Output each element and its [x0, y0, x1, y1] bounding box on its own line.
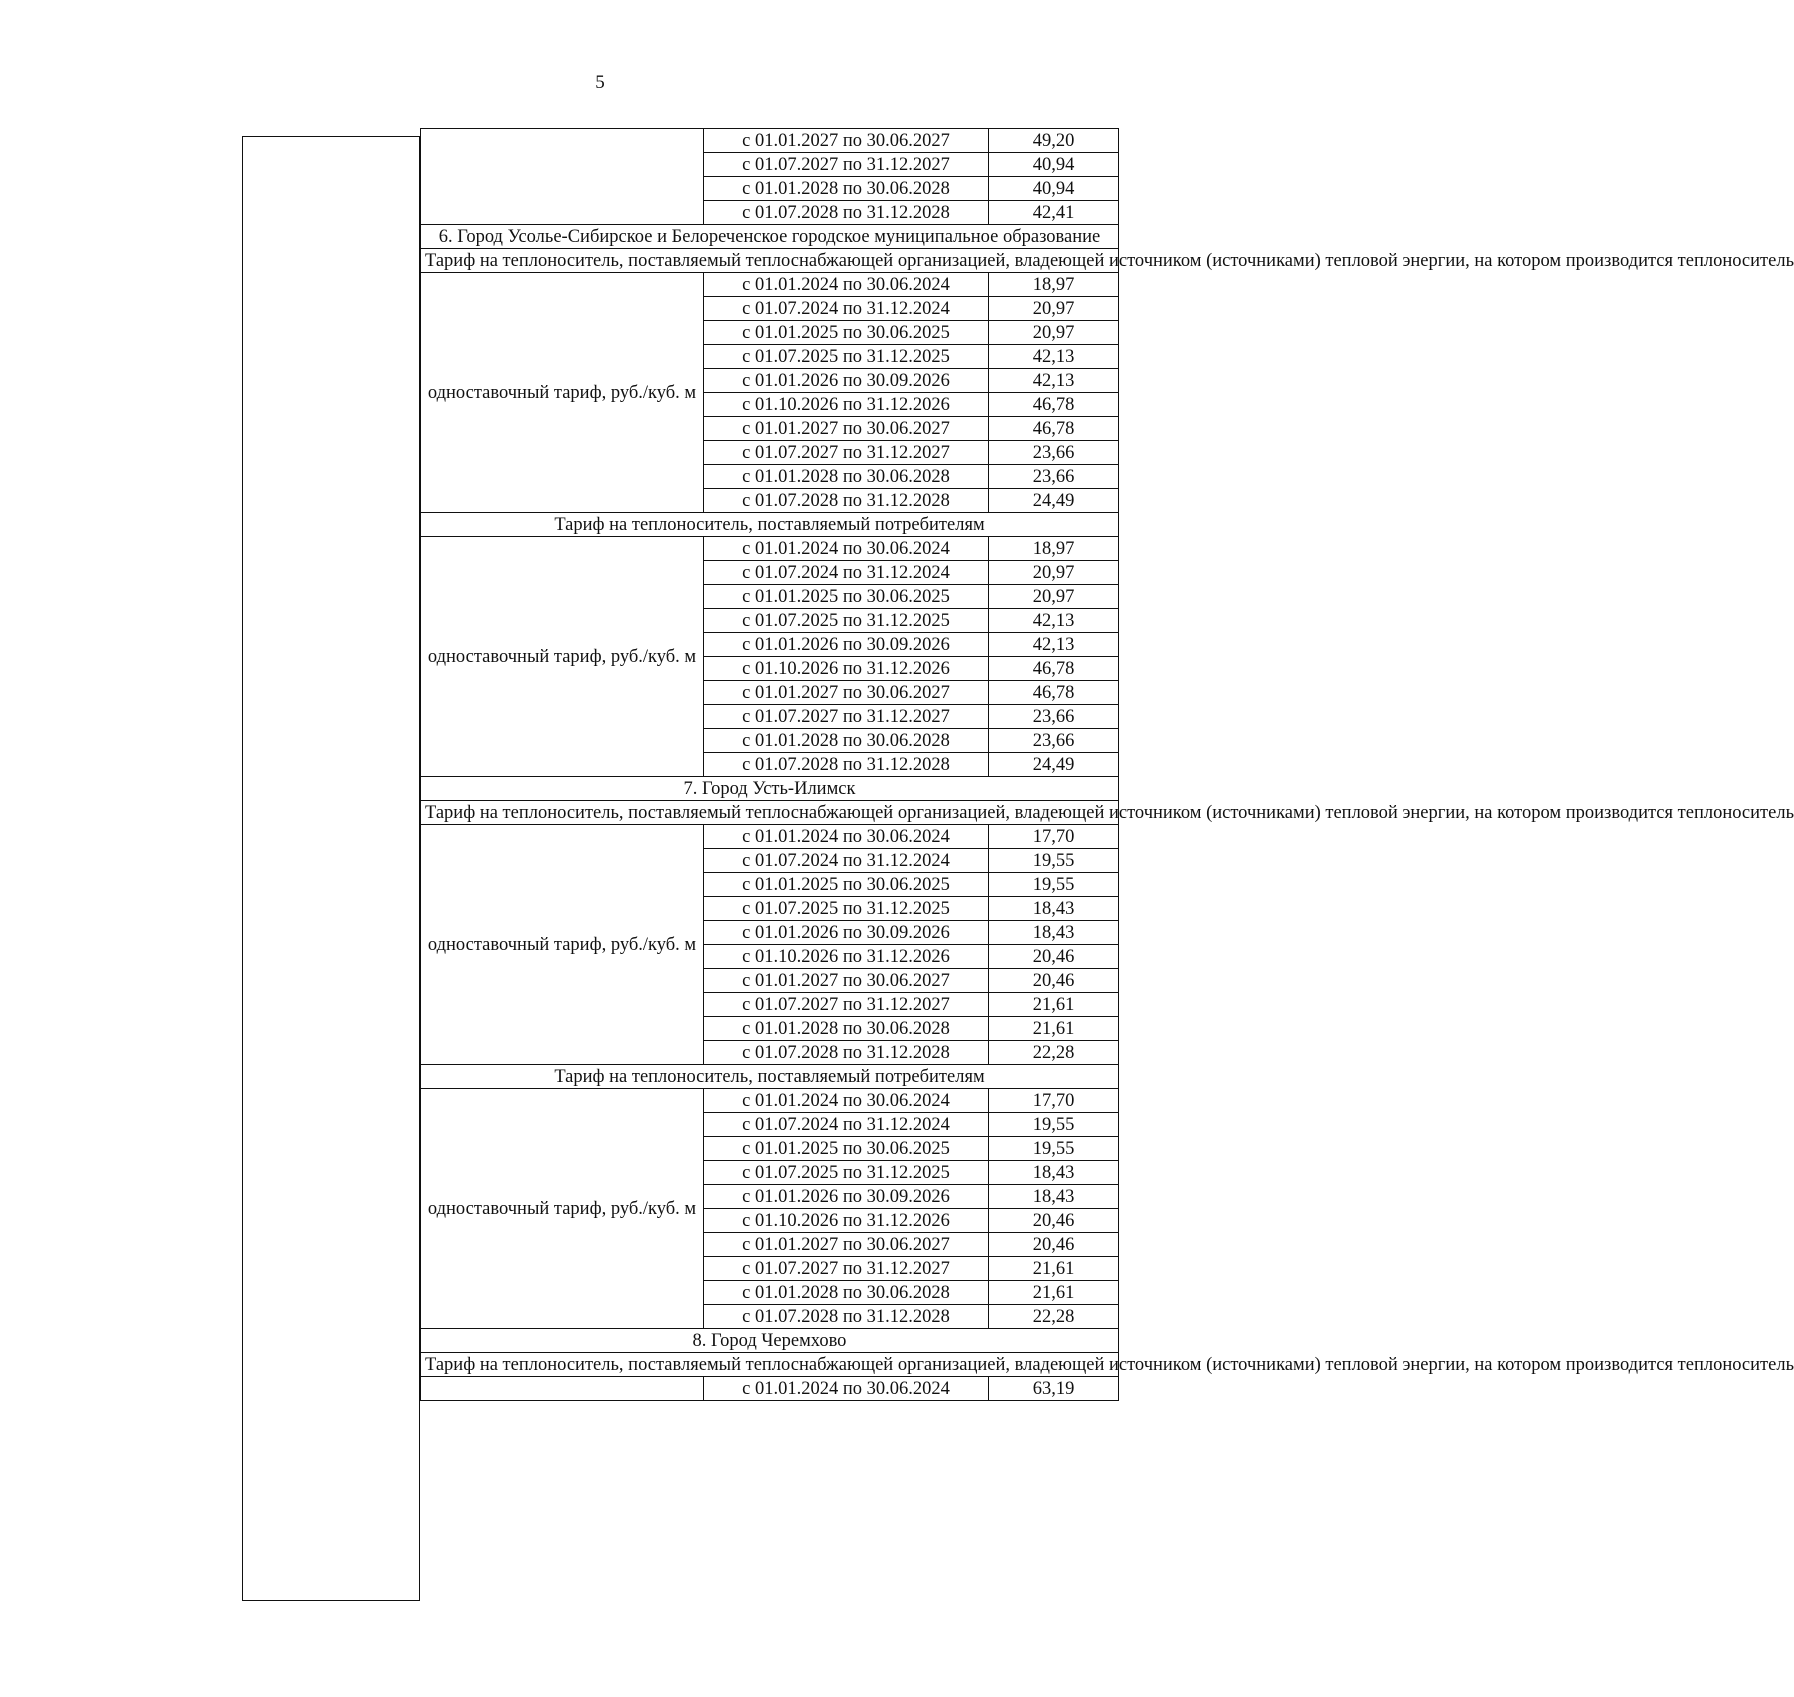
- value-cell: 20,46: [989, 969, 1119, 993]
- value-cell: 18,43: [989, 897, 1119, 921]
- tariff-table-body: [421, 129, 1794, 1401]
- value-cell: 18,43: [989, 1161, 1119, 1185]
- value-cell: 46,78: [989, 393, 1119, 417]
- rate-label-cell: [421, 1377, 704, 1401]
- group-header-row: [421, 1065, 1119, 1089]
- value-cell: 18,97: [989, 273, 1119, 297]
- period-cell: с 01.01.2028 по 30.06.2028: [704, 1281, 989, 1305]
- value-cell: 20,97: [989, 321, 1119, 345]
- period-cell: с 01.07.2024 по 31.12.2024: [704, 297, 989, 321]
- period-cell: с 01.01.2024 по 30.06.2024: [704, 825, 989, 849]
- value-cell: 21,61: [989, 1281, 1119, 1305]
- period-cell: с 01.07.2024 по 31.12.2024: [704, 849, 989, 873]
- value-cell: 46,78: [989, 417, 1119, 441]
- group-header: Тариф на теплоноситель, поставляемый потребителям: [421, 513, 1119, 537]
- period-cell: с 01.10.2026 по 31.12.2026: [704, 393, 989, 417]
- value-cell: 42,41: [989, 201, 1119, 225]
- period-cell: с 01.07.2028 по 31.12.2028: [704, 753, 989, 777]
- period-cell: с 01.01.2028 по 30.06.2028: [704, 729, 989, 753]
- period-cell: с 01.07.2027 по 31.12.2027: [704, 993, 989, 1017]
- period-cell: с 01.07.2024 по 31.12.2024: [704, 1113, 989, 1137]
- rate-label-cell: одноставочный тариф, руб./куб. м: [421, 537, 704, 777]
- value-cell: 49,20: [989, 129, 1119, 153]
- value-cell: 23,66: [989, 465, 1119, 489]
- section-title: 6. Город Усолье-Сибирское и Белореченское городское муниципальное образование: [421, 225, 1119, 249]
- value-cell: 21,61: [989, 1257, 1119, 1281]
- group-header: Тариф на теплоноситель, поставляемый теплоснабжающей организацией, владеющей источником (источниками) тепловой энергии, на котором производится теплоноситель: [421, 801, 1119, 825]
- period-cell: с 01.07.2028 по 31.12.2028: [704, 1041, 989, 1065]
- period-cell: с 01.01.2026 по 30.09.2026: [704, 921, 989, 945]
- period-cell: с 01.01.2025 по 30.06.2025: [704, 585, 989, 609]
- period-cell: с 01.01.2027 по 30.06.2027: [704, 1233, 989, 1257]
- value-cell: 22,28: [989, 1305, 1119, 1329]
- value-cell: 42,13: [989, 369, 1119, 393]
- value-cell: 20,97: [989, 561, 1119, 585]
- section-title: 8. Город Черемхово: [421, 1329, 1119, 1353]
- value-cell: 46,78: [989, 657, 1119, 681]
- tariff-table: [420, 128, 1794, 1401]
- period-cell: с 01.01.2027 по 30.06.2027: [704, 129, 989, 153]
- value-cell: 40,94: [989, 153, 1119, 177]
- period-cell: с 01.01.2024 по 30.06.2024: [704, 537, 989, 561]
- table-row: [421, 1089, 1119, 1113]
- value-cell: 19,55: [989, 1113, 1119, 1137]
- value-cell: 17,70: [989, 825, 1119, 849]
- period-cell: с 01.01.2025 по 30.06.2025: [704, 321, 989, 345]
- value-cell: 23,66: [989, 441, 1119, 465]
- period-cell: с 01.07.2028 по 31.12.2028: [704, 489, 989, 513]
- group-header: Тариф на теплоноситель, поставляемый потребителям: [421, 1065, 1119, 1089]
- table-row: [421, 129, 1119, 153]
- period-cell: с 01.01.2027 по 30.06.2027: [704, 417, 989, 441]
- section-title-row: [421, 1329, 1119, 1353]
- group-header-row: [421, 801, 1119, 825]
- value-cell: 46,78: [989, 681, 1119, 705]
- rate-label-cell: одноставочный тариф, руб./куб. м: [421, 273, 704, 513]
- group-header-row: [421, 249, 1119, 273]
- value-cell: 19,55: [989, 1137, 1119, 1161]
- section-title-row: [421, 225, 1119, 249]
- left-column-border: [242, 136, 420, 1601]
- period-cell: с 01.07.2027 по 31.12.2027: [704, 1257, 989, 1281]
- period-cell: с 01.01.2026 по 30.09.2026: [704, 633, 989, 657]
- period-cell: с 01.01.2027 по 30.06.2027: [704, 969, 989, 993]
- group-header-row: [421, 1353, 1119, 1377]
- group-header-row: [421, 513, 1119, 537]
- value-cell: 18,43: [989, 921, 1119, 945]
- period-cell: с 01.10.2026 по 31.12.2026: [704, 1209, 989, 1233]
- rate-label-cell: одноставочный тариф, руб./куб. м: [421, 1089, 704, 1329]
- period-cell: с 01.01.2028 по 30.06.2028: [704, 177, 989, 201]
- section-title: 7. Город Усть-Илимск: [421, 777, 1119, 801]
- table-row: [421, 1377, 1119, 1401]
- value-cell: 23,66: [989, 705, 1119, 729]
- value-cell: 18,97: [989, 537, 1119, 561]
- page-number: 5: [595, 72, 605, 93]
- value-cell: 20,97: [989, 297, 1119, 321]
- section-title-row: [421, 777, 1119, 801]
- period-cell: с 01.07.2028 по 31.12.2028: [704, 201, 989, 225]
- period-cell: с 01.01.2027 по 30.06.2027: [704, 681, 989, 705]
- value-cell: 63,19: [989, 1377, 1119, 1401]
- period-cell: с 01.07.2025 по 31.12.2025: [704, 345, 989, 369]
- group-header: Тариф на теплоноситель, поставляемый теплоснабжающей организацией, владеющей источником (источниками) тепловой энергии, на котором производится теплоноситель: [421, 1353, 1119, 1377]
- period-cell: с 01.01.2025 по 30.06.2025: [704, 873, 989, 897]
- value-cell: 20,97: [989, 585, 1119, 609]
- period-cell: с 01.01.2024 по 30.06.2024: [704, 273, 989, 297]
- period-cell: с 01.07.2025 по 31.12.2025: [704, 1161, 989, 1185]
- value-cell: 22,28: [989, 1041, 1119, 1065]
- period-cell: с 01.07.2027 по 31.12.2027: [704, 705, 989, 729]
- value-cell: 18,43: [989, 1185, 1119, 1209]
- period-cell: с 01.01.2028 по 30.06.2028: [704, 1017, 989, 1041]
- period-cell: с 01.01.2026 по 30.09.2026: [704, 369, 989, 393]
- period-cell: с 01.01.2024 по 30.06.2024: [704, 1377, 989, 1401]
- value-cell: 42,13: [989, 345, 1119, 369]
- value-cell: 21,61: [989, 993, 1119, 1017]
- table-row: [421, 273, 1119, 297]
- period-cell: с 01.01.2024 по 30.06.2024: [704, 1089, 989, 1113]
- period-cell: с 01.07.2027 по 31.12.2027: [704, 441, 989, 465]
- value-cell: 20,46: [989, 1209, 1119, 1233]
- value-cell: 20,46: [989, 945, 1119, 969]
- period-cell: с 01.01.2028 по 30.06.2028: [704, 465, 989, 489]
- value-cell: 24,49: [989, 489, 1119, 513]
- period-cell: с 01.10.2026 по 31.12.2026: [704, 657, 989, 681]
- value-cell: 40,94: [989, 177, 1119, 201]
- rate-label-cell: одноставочный тариф, руб./куб. м: [421, 825, 704, 1065]
- period-cell: с 01.07.2027 по 31.12.2027: [704, 153, 989, 177]
- value-cell: 42,13: [989, 633, 1119, 657]
- table-row: [421, 537, 1119, 561]
- period-cell: с 01.07.2024 по 31.12.2024: [704, 561, 989, 585]
- value-cell: 24,49: [989, 753, 1119, 777]
- table-row: [421, 825, 1119, 849]
- period-cell: с 01.07.2025 по 31.12.2025: [704, 897, 989, 921]
- value-cell: 19,55: [989, 873, 1119, 897]
- period-cell: с 01.10.2026 по 31.12.2026: [704, 945, 989, 969]
- value-cell: 23,66: [989, 729, 1119, 753]
- value-cell: 20,46: [989, 1233, 1119, 1257]
- value-cell: 19,55: [989, 849, 1119, 873]
- period-cell: с 01.07.2028 по 31.12.2028: [704, 1305, 989, 1329]
- period-cell: с 01.07.2025 по 31.12.2025: [704, 609, 989, 633]
- value-cell: 42,13: [989, 609, 1119, 633]
- value-cell: 21,61: [989, 1017, 1119, 1041]
- value-cell: 17,70: [989, 1089, 1119, 1113]
- rate-label-cell: [421, 129, 704, 225]
- period-cell: с 01.01.2026 по 30.09.2026: [704, 1185, 989, 1209]
- period-cell: с 01.01.2025 по 30.06.2025: [704, 1137, 989, 1161]
- group-header: Тариф на теплоноситель, поставляемый теплоснабжающей организацией, владеющей источником (источниками) тепловой энергии, на котором производится теплоноситель: [421, 249, 1119, 273]
